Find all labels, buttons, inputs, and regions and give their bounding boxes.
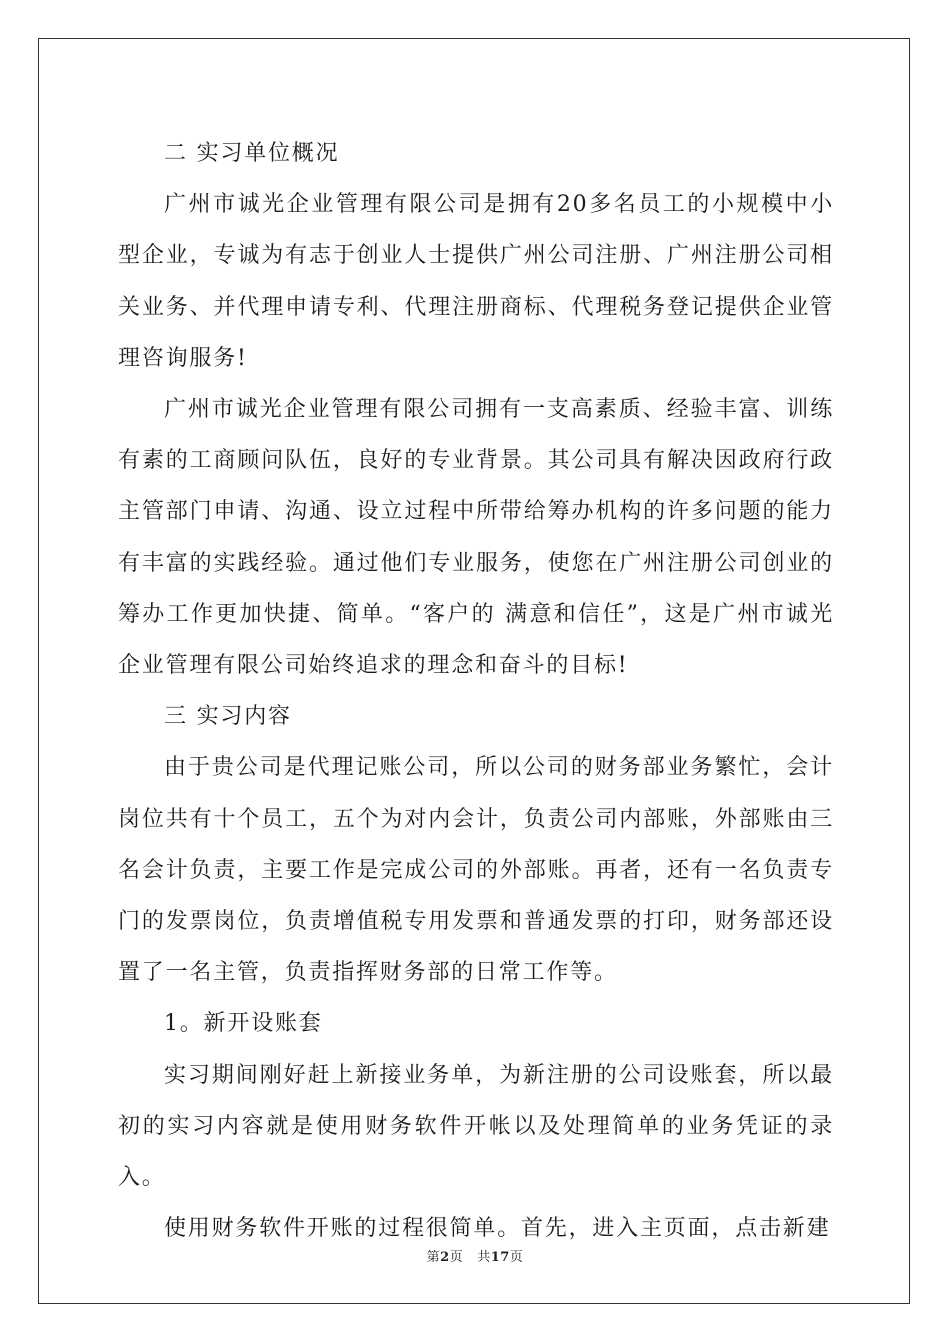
total-pages: 17 — [490, 1250, 510, 1265]
paragraph: 广州市诚光企业管理有限公司是拥有20多名员工的小规模中小型企业，专诚为有志于创业人士提供广州公司注册、广州注册公司相关业务、并代理申请专利、代理注册商标、代理税务登记提供企业管理咨询服务! — [118, 192, 834, 371]
paragraph: 由于贵公司是代理记账公司，所以公司的财务部业务繁忙，会计岗位共有十个员工，五个为对内会计，负责公司内部账，外部账由三名会计负责，主要工作是完成公司的外部账。再者，还有一名负责专门的发票岗位，负责增值税专用发票和普通发票的打印，财务部还设置了一名主管，负责指挥财务部的日常工作等。 — [118, 755, 834, 986]
paragraph: 广州市诚光企业管理有限公司拥有一支高素质、经验丰富、训练有素的工商顾问队伍，良好的专业背景。其公司具有解决因政府行政主管部门申请、沟通、设立过程中所带给筹办机构的许多问题的能力有丰富的实践经验。通过他们专业服务，使您在广州注册公司创业的筹办工作更加快捷、简单。“客户的 满意和信任”，这是广州市诚光企业管理有限公司始终追求的理念和奋斗的目标! — [118, 397, 834, 679]
page-prefix: 第 — [426, 1250, 441, 1265]
subsection-heading-1: 1。新开设账套 — [164, 1011, 323, 1037]
section-heading-3: 三 实习内容 — [164, 704, 292, 730]
page-footer — [0, 1246, 950, 1265]
total-suffix: 页 — [509, 1250, 524, 1265]
total-prefix: 共 — [477, 1250, 491, 1265]
paragraph: 实习期间刚好赶上新接业务单，为新注册的公司设账套，所以最初的实习内容就是使用财务软件开帐以及处理简单的业务凭证的录入。 — [118, 1062, 834, 1191]
document-body — [118, 128, 834, 1254]
section-heading-2: 二 实习单位概况 — [164, 141, 340, 166]
paragraph: 使用财务软件开账的过程很简单。首先，进入主页面，点击新建 — [164, 1216, 831, 1242]
page-number: 2 — [440, 1250, 450, 1265]
page-suffix: 页 — [449, 1250, 464, 1265]
